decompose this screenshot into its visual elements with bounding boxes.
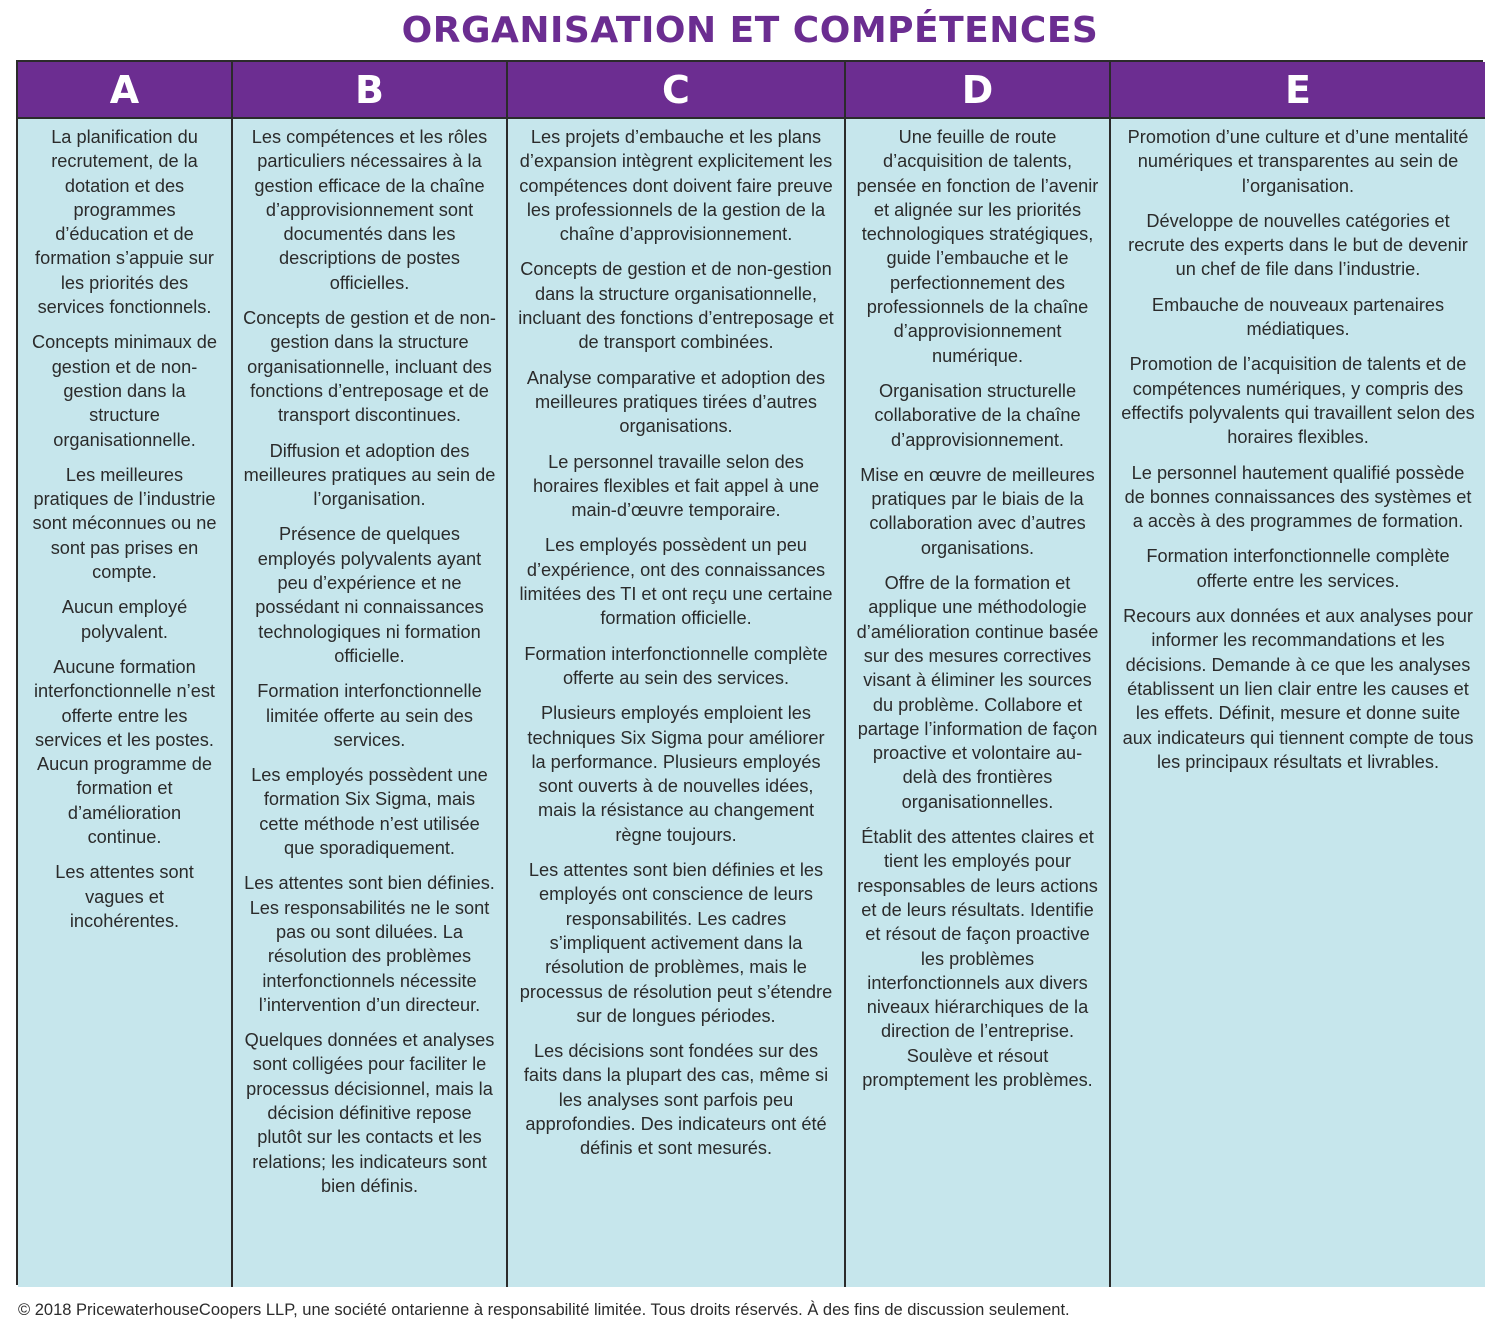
- paragraph: Diffusion et adoption des meilleures pratiques au sein de l’organisation.: [243, 440, 496, 510]
- paragraph: Présence de quelques employés polyvalents ayant peu d’expérience et ne possédant ni connaissances technologiques ni formation officielle.: [255, 524, 484, 666]
- paragraph: Établit des attentes claires et tient les employés pour responsables de leurs actions et de leurs résultats. Identifie et résout de façon proactive les problèmes interfonctionnels aux divers niveaux hiérarchiques de la direction de l’entreprise. Soulève et résout promptement les problèmes.: [857, 827, 1098, 1090]
- paragraph: Formation interfonctionnelle complète offerte au sein des services.: [524, 643, 828, 688]
- paragraph: Analyse comparative et adoption des meilleures pratiques tirées d’autres organisations.: [526, 367, 826, 437]
- paragraph: Les meilleures pratiques de l’industrie sont méconnues ou ne sont pas prises en compte.: [32, 464, 217, 583]
- column-e: [1111, 119, 1485, 1287]
- column-header-e: E: [1111, 62, 1485, 119]
- column-a: [18, 119, 233, 1287]
- column-d: [846, 119, 1111, 1287]
- paragraph: Recours aux données et aux analyses pour informer les recommandations et les décisions. Demande à ce que les analyses établissent un lien clair entre les causes et les effets. Définit, mesure et donne suite aux indicateurs qui tiennent compte de tous les principaux résultats et livrables.: [1122, 606, 1474, 772]
- paragraph: Promotion d’une culture et d’une mentalité numériques et transparentes au sein de l’organisation.: [1127, 127, 1469, 196]
- paragraph: Les décisions sont fondées sur des faits dans la plupart des cas, même si les analyses sont parfois peu approfondies. Des indicateurs ont été définis et sont mesurés.: [523, 1041, 829, 1159]
- paragraph: Concepts de gestion et de non-gestion dans la structure organisationnelle, incluant des fonctions d’entreposage et de transport discontinues.: [243, 308, 496, 426]
- paragraph: Plusieurs employés emploient les techniques Six Sigma pour améliorer la performance. Plusieurs employés sont ouverts à de nouvelles idées, mais la résistance au changement règne toujours.: [527, 703, 825, 845]
- paragraph: Quelques données et analyses sont colligées pour faciliter le processus décisionnel, mais la décision définitive repose plutôt sur les contacts et les relations; les indicateurs sont bien définis.: [244, 1030, 495, 1196]
- column-header-c: C: [508, 62, 846, 119]
- column-b: [233, 119, 508, 1287]
- paragraph: Une feuille de route d’acquisition de talents, pensée en fonction de l’avenir et alignée sur les priorités technologiques stratégiques, guide l’embauche et le perfectionnement des professionnels de la chaîne d’approvisionnement numérique.: [856, 127, 1099, 366]
- paragraph: Formation interfonctionnelle limitée offerte au sein des services.: [257, 681, 482, 750]
- paragraph: Développe de nouvelles catégories et recrute des experts dans le but de devenir un chef de file dans l’industrie.: [1128, 210, 1468, 280]
- paragraph: Les employés possèdent une formation Six Sigma, mais cette méthode n’est utilisée que sporadiquement.: [251, 765, 488, 859]
- paragraph: Les attentes sont bien définies. Les responsabilités ne le sont pas ou sont diluées. La résolution des problèmes interfonctionnels nécessite l’intervention d’un directeur.: [244, 873, 495, 1015]
- column-header-a: A: [18, 62, 233, 119]
- paragraph: Mise en œuvre de meilleures pratiques par le biais de la collaboration avec d’autres organisations.: [860, 464, 1095, 558]
- paragraph: Embauche de nouveaux partenaires médiatiques.: [1151, 294, 1445, 340]
- column-header-b: B: [233, 62, 508, 119]
- paragraph: Formation interfonctionnelle complète offerte entre les services.: [1146, 546, 1450, 591]
- column-c: [508, 119, 846, 1287]
- maturity-table: [16, 60, 1483, 1285]
- paragraph: Les compétences et les rôles particuliers nécessaires à la gestion efficace de la chaîne d’approvisionnement sont documentés dans les descriptions de postes officielles.: [251, 127, 488, 293]
- paragraph: Les attentes sont vagues et incohérentes.: [55, 862, 194, 931]
- paragraph: Organisation structurelle collaborative de la chaîne d’approvisionnement.: [874, 380, 1081, 450]
- paragraph: Aucune formation interfonctionnelle n’est offerte entre les services et les postes. Aucun programme de formation et d’amélioration continue.: [34, 656, 215, 848]
- column-header-d: D: [846, 62, 1111, 119]
- paragraph: Offre de la formation et applique une méthodologie d’amélioration continue basée sur des mesures correctives visant à éliminer les sources du problème. Collabore et partage l’information de façon proactive et volontaire au-delà des frontières organisationnelles.: [856, 573, 1099, 812]
- paragraph: Concepts minimaux de gestion et de non-gestion dans la structure organisationnelle.: [32, 332, 217, 450]
- paragraph: Aucun employé polyvalent.: [61, 597, 188, 642]
- paragraph: Le personnel hautement qualifié possède de bonnes connaissances des systèmes et a accès à des programmes de formation.: [1124, 462, 1472, 532]
- paragraph: Le personnel travaille selon des horaires flexibles et fait appel à une main-d’œuvre temporaire.: [532, 451, 820, 521]
- paragraph: Promotion de l’acquisition de talents et de compétences numériques, y compris des effectifs polyvalents qui travaillent selon des horaires flexibles.: [1121, 354, 1475, 448]
- paragraph: Les employés possèdent un peu d’expérience, ont des connaissances limitées des TI et ont reçu une certaine formation officielle.: [519, 535, 833, 629]
- copyright-footer: © 2018 PricewaterhouseCoopers LLP, une société ontarienne à responsabilité limitée. Tous droits réservés. À des fins de discussion seulement.: [18, 1301, 1070, 1319]
- paragraph: Concepts de gestion et de non-gestion dans la structure organisationnelle, incluant des fonctions d’entreposage et de transport combinées.: [518, 259, 834, 353]
- paragraph: Les attentes sont bien définies et les employés ont conscience de leurs responsabilités. Les cadres s’impliquent activement dans la résolution de problèmes, mais le processus de résolution peut s’étendre sur de longues périodes.: [519, 860, 833, 1026]
- paragraph: Les projets d’embauche et les plans d’expansion intègrent explicitement les compétences dont doivent faire preuve les professionnels de la gestion de la chaîne d’approvisionnement.: [519, 127, 833, 245]
- paragraph: La planification du recrutement, de la dotation et des programmes d’éducation et de formation s’appuie sur les priorités des services fonctionnels.: [35, 127, 214, 318]
- page-title: ORGANISATION ET COMPÉTENCES: [401, 10, 1099, 51]
